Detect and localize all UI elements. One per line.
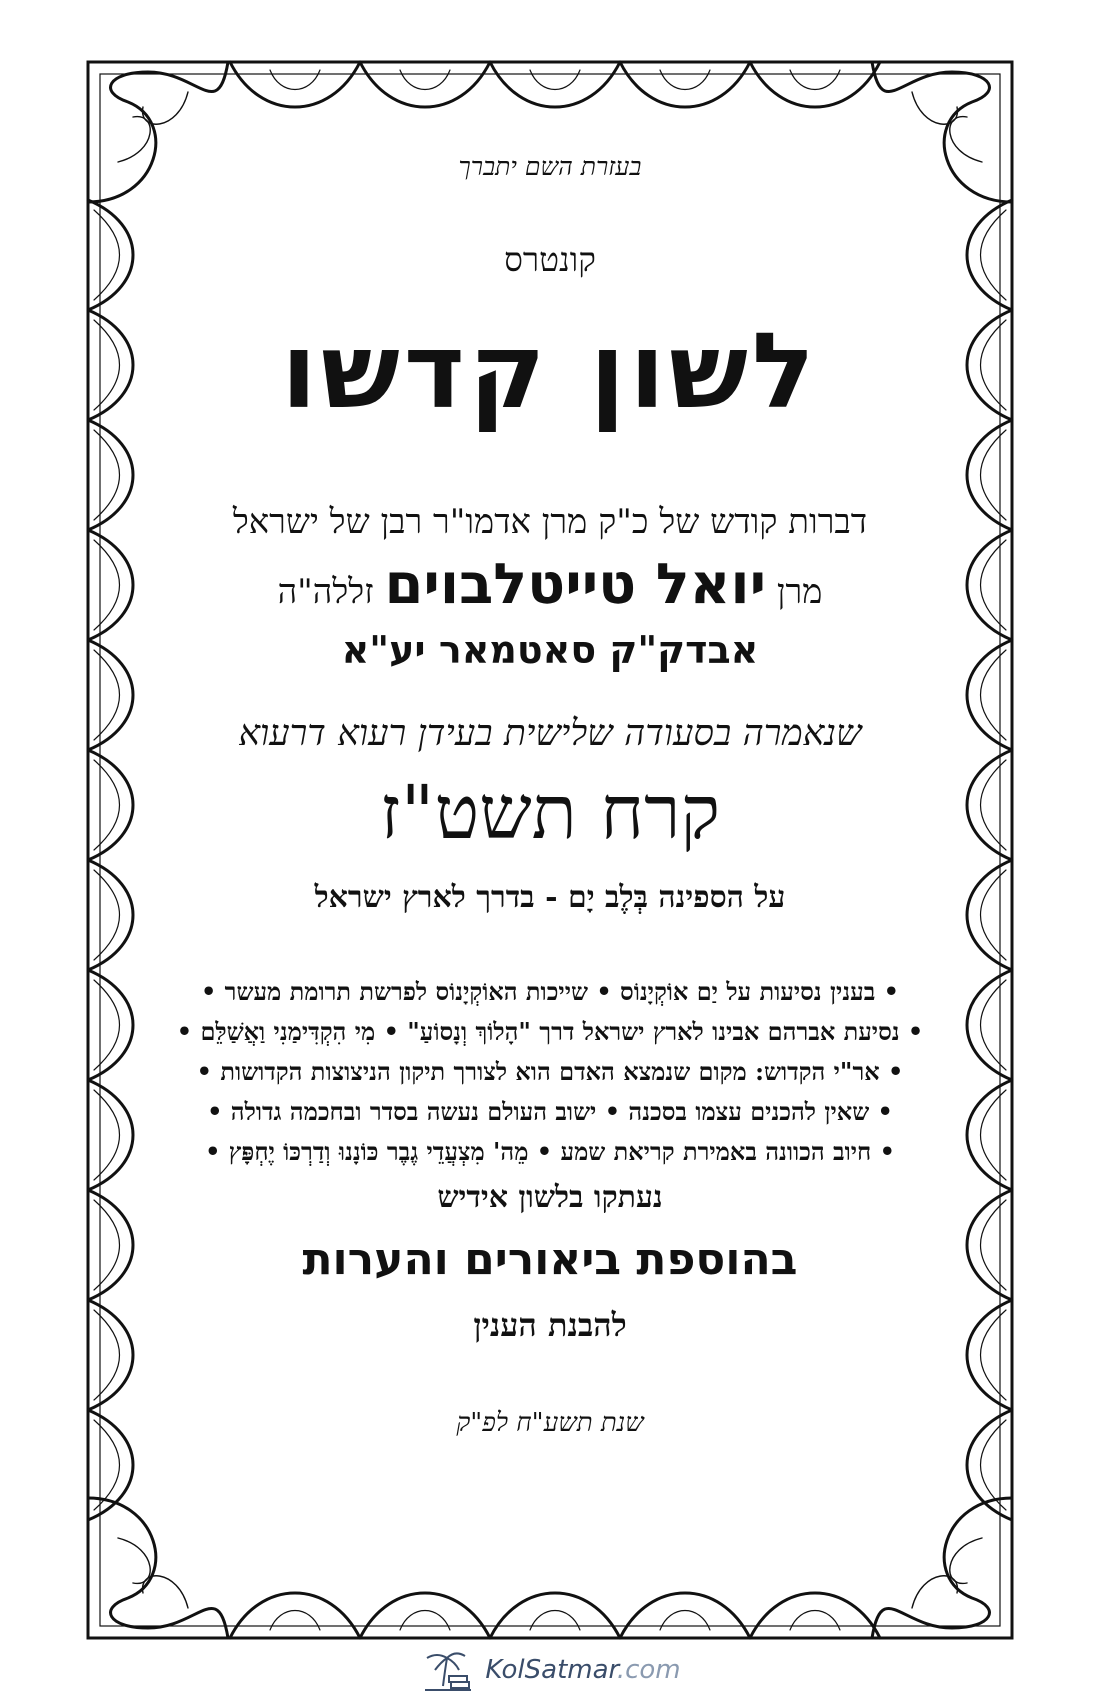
border-flourish	[270, 1611, 320, 1631]
border-flourish	[94, 1420, 120, 1510]
border-flourish	[750, 1593, 880, 1638]
border-flourish	[530, 1611, 580, 1631]
border-flourish	[88, 1080, 133, 1190]
author-suffix: זללה"ה	[277, 572, 374, 612]
ship-line: על הספינה בְּלֶב יָם - בדרך לארץ ישראל	[314, 880, 786, 915]
border-flourish	[118, 117, 150, 162]
understanding-note: להבנת הענין	[473, 1306, 627, 1344]
border-flourish	[490, 62, 620, 107]
border-flourish	[118, 1538, 150, 1583]
author-prefix: מרן	[776, 572, 823, 612]
border-flourish	[620, 1593, 750, 1638]
kuntres-label: קונטרס	[504, 240, 596, 279]
author-name-line	[150, 552, 950, 617]
border-flourish	[94, 980, 120, 1070]
border-flourish	[981, 870, 1007, 960]
border-flourish	[950, 117, 982, 162]
topic-item: • נסיעת אברהם אבינו לארץ ישראל דרך "הָלוֹךְ וְנָסוֹעַ" • מִי הִקְדִּימַנִי וַאֲשַׁלֵּם •	[176, 1017, 924, 1046]
border-flourish	[660, 70, 710, 90]
border-flourish	[981, 980, 1007, 1070]
border-flourish	[981, 650, 1007, 740]
border-flourish	[360, 1593, 490, 1638]
footer-logo[interactable]	[0, 1645, 1100, 1695]
palm-tree-books-icon	[419, 1646, 475, 1694]
border-flourish	[400, 1611, 450, 1631]
border-flourish	[94, 650, 120, 740]
border-flourish	[94, 1310, 120, 1400]
border-flourish	[950, 1538, 982, 1583]
border-flourish	[88, 1300, 133, 1410]
title-page	[150, 140, 950, 1520]
border-flourish	[94, 320, 120, 410]
border-flourish	[967, 310, 1012, 420]
border-flourish	[790, 70, 840, 90]
border-flourish	[88, 860, 133, 970]
border-flourish	[94, 430, 120, 520]
author-description: דברות קודש של כ"ק מרן אדמו"ר רבן של ישראל	[232, 502, 868, 542]
topic-item: • חיוב הכוונה באמירת קריאת שמע • מֵה' מִצְעֲדֵי גֶבֶר כּוֹנָנוּ וְדַרְכּוֹ יֶחְפָּץ •	[205, 1137, 895, 1166]
border-flourish	[967, 1190, 1012, 1300]
border-flourish	[94, 760, 120, 850]
border-flourish	[967, 1300, 1012, 1410]
border-flourish	[230, 62, 360, 107]
border-flourish	[230, 1593, 360, 1638]
border-flourish	[967, 1410, 1012, 1520]
topic-item: • אר"י הקדוש: מקום שנמצא האדם הוא לצורך תיקון הניצוצות הקדושות •	[196, 1057, 904, 1086]
av-beis-din-line: אבדק"ק סאטמאר יע"א	[341, 628, 759, 672]
border-flourish	[981, 540, 1007, 630]
border-flourish	[790, 1611, 840, 1631]
border-flourish	[88, 640, 133, 750]
border-flourish	[88, 1410, 133, 1520]
border-flourish	[981, 210, 1007, 300]
border-flourish	[967, 750, 1012, 860]
border-flourish	[94, 1090, 120, 1180]
translation-note: נעתקו בלשון אידיש	[437, 1180, 663, 1215]
border-flourish	[94, 870, 120, 960]
border-flourish	[88, 1190, 133, 1300]
border-flourish	[400, 70, 450, 90]
border-flourish	[360, 62, 490, 107]
parsha-year: קרח תשט"ז	[379, 770, 721, 856]
border-flourish	[981, 760, 1007, 850]
publication-year: שנת תשע"ח לפ"ק	[456, 1408, 644, 1438]
border-flourish	[967, 860, 1012, 970]
border-flourish	[88, 420, 133, 530]
border-flourish	[981, 320, 1007, 410]
border-flourish	[750, 62, 880, 107]
border-flourish	[270, 70, 320, 90]
site-logo-text: KolSatmar.com	[485, 1655, 681, 1685]
occasion-line: שנאמרה בסעודה שלישית בעידן רעוא דרעוא	[238, 713, 862, 754]
border-flourish	[967, 200, 1012, 310]
border-flourish	[967, 530, 1012, 640]
border-flourish	[981, 1090, 1007, 1180]
blessing-line: בעזרת השם יתברך	[458, 152, 642, 181]
border-flourish	[967, 640, 1012, 750]
border-flourish	[620, 62, 750, 107]
border-flourish	[967, 970, 1012, 1080]
book-title: לשון קדשו	[281, 310, 819, 432]
border-flourish	[981, 430, 1007, 520]
border-flourish	[88, 530, 133, 640]
border-flourish	[981, 1310, 1007, 1400]
topics-list	[150, 972, 950, 1172]
border-flourish	[94, 1200, 120, 1290]
border-flourish	[967, 420, 1012, 530]
additions-note: בהוספת ביאורים והערות	[302, 1234, 798, 1285]
border-flourish	[94, 210, 120, 300]
topic-item: • בענין נסיעות על יַם אוֹקְיָנוֹס • שייכות האוֹקְיָנוֹס לפרשת תרומת מעשר •	[200, 977, 899, 1006]
author-name: יואל טייטלבוים	[384, 552, 767, 617]
border-flourish	[530, 70, 580, 90]
border-flourish	[88, 310, 133, 420]
border-flourish	[94, 540, 120, 630]
border-flourish	[981, 1200, 1007, 1290]
topic-item: • שאין להכנים עצמו בסכנה • ישוב העולם נעשה בסדר ובחכמה גדולה •	[207, 1097, 893, 1126]
border-flourish	[490, 1593, 620, 1638]
border-flourish	[660, 1611, 710, 1631]
border-flourish	[981, 1420, 1007, 1510]
border-flourish	[88, 200, 133, 310]
border-flourish	[967, 1080, 1012, 1190]
border-flourish	[88, 970, 133, 1080]
border-flourish	[88, 750, 133, 860]
